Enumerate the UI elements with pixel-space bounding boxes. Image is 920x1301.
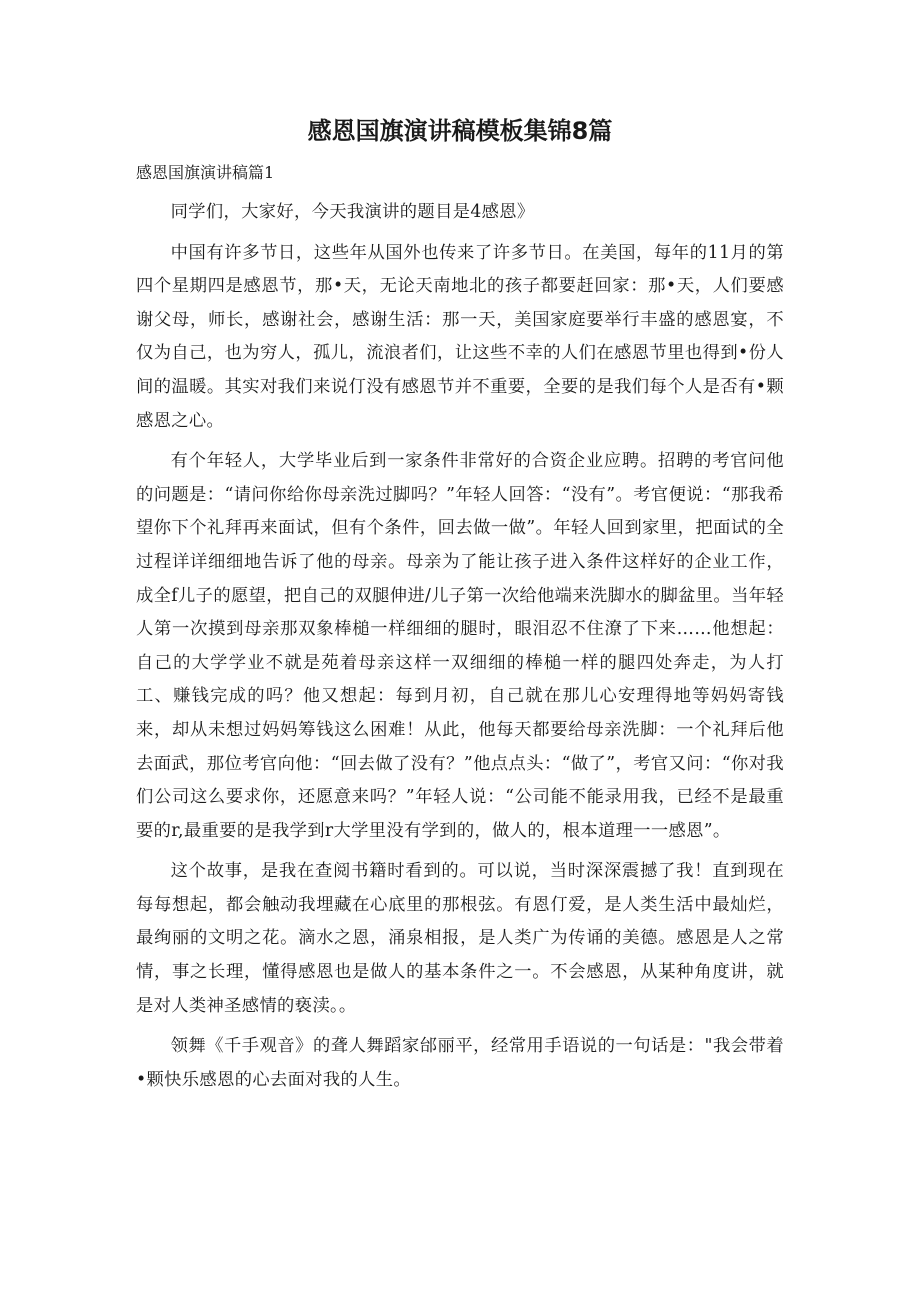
document-subtitle: 感恩国旗演讲稿篇1: [136, 163, 275, 182]
document-body: [136, 196, 784, 1104]
body-paragraph: 领舞《千手观音》的聋人舞蹈家邰丽平，经常用手语说的一句话是："我会带着•颗快乐感恩的心去面对我的人生。: [136, 1036, 784, 1090]
body-paragraph: 有个年轻人，大学毕业后到一家条件非常好的合资企业应聘。招聘的考官问他的问题是：“请问你给你母亲洗过脚吗？”年轻人回答：“没有”。考官便说：“那我希望你下个礼拜再来面试，但有个条件，回去做一做”。年轻人回到家里，把面试的全过程详详细细地告诉了他的母亲。母亲为了能让孩子进入条件这样好的企业工作，成全f儿子的愿望，把自己的双腿伸进/儿子第一次给他端来洗脚水的脚盆里。当年轻人第一次摸到母亲那双象棒槌一样细细的腿时，眼泪忍不住潦了下来……他想起：自己的大学学业不就是苑着母亲这样一双细细的棒槌一样的腿四处奔走，为人打工、赚钱完成的吗？他又想起：每到月初，自己就在那儿心安理得地等妈妈寄钱来，却从未想过妈妈筹钱这么困难！从此，他每天都要给母亲洗脚：一个礼拜后他去面武，那位考官向他：“回去做了没有？”他点点头：“做了”，考官又问：“你对我们公司这么要求你，还愿意来吗？”年轻人说：“公司能不能录用我，已经不是最重要的r,最重要的是我学到r大学里没有学到的，做人的，根本道理一一感恩”。: [136, 451, 784, 841]
body-paragraph: 中国有许多节日，这些年从国外也传来了许多节日。在美国，每年的11月的第四个星期四是感恩节，那•天，无论天南地北的孩子都要赶回家：那•天，人们要感谢父母，师长，感谢社会，感谢生活：那一天，美国家庭要举行丰盛的感恩宴，不仅为自己，也为穷人，孤儿，流浪者们，让这些不幸的人们在感恩节里也得到•份人间的温暖。其实对我们来说仃没有感恩节并不重要，全要的是我们每个人是否有•颗感恩之心。: [136, 242, 784, 431]
body-paragraph: 这个故事，是我在查阅书籍时看到的。可以说，当时深深震撼了我！直到现在每每想起，都会触动我埋藏在心底里的那根弦。有恩仃爱，是人类生活中最灿烂，最绚丽的文明之花。滴水之恩，涌泉相报，是人类广为传诵的美德。感恩是人之常情，事之长理，懂得感恩也是做人的基本条件之一。不会感恩，从某种角度讲，就是对人类神圣感情的亵渎。。: [136, 861, 784, 1016]
body-paragraph: 同学们，大家好，今天我演讲的题目是4感恩》: [170, 202, 535, 222]
document-title: 感恩国旗演讲稿模板集锦8篇: [307, 117, 613, 145]
